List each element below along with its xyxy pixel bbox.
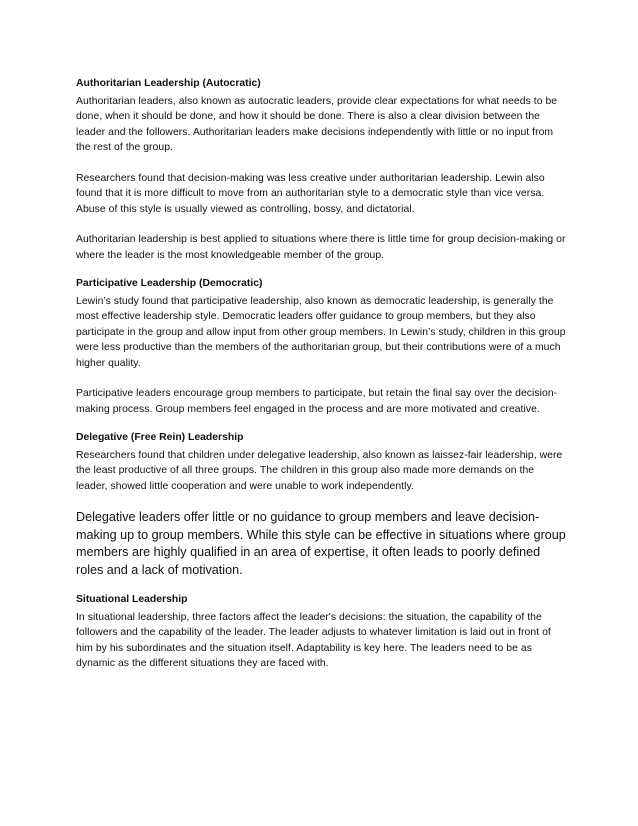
paragraph: Participative leaders encourage group members to participate, but retain the final say over the decision-making process. Group members feel engaged in the process and are more motivated and creative.: [76, 388, 558, 415]
section-heading: Authoritarian Leadership (Autocratic): [76, 78, 261, 89]
paragraph: Researchers found that children under delegative leadership, also known as laissez-fair leadership, were the least productive of all three groups. The children in this group also made more demands on the leader, showed little cooperation and were unable to work independently.: [76, 449, 563, 492]
section-heading: Delegative (Free Rein) Leadership: [76, 432, 244, 443]
paragraph: Authoritarian leaders, also known as autocratic leaders, provide clear expectations for what needs to be done, when it should be done, and how it should be done. There is also a clear division between the leader and the followers. Authoritarian leaders make decisions independently with little or no input from the rest of the group.: [76, 95, 558, 153]
section-situational: [76, 592, 566, 672]
section-participative: [76, 276, 566, 417]
section-delegative: [76, 430, 566, 579]
section-authoritarian: [76, 76, 566, 263]
paragraph-large: Delegative leaders offer little or no guidance to group members and leave decision-making up to group members. While this style can be effective in situations where group members are highly qualified in an area of expertise, it often leads to poorly defined roles and a lack of motivation.: [76, 510, 566, 577]
paragraph: Lewin’s study found that participative leadership, also known as democratic leadership, is generally the most effective leadership style. Democratic leaders offer guidance to group members, but they also participate in the group and allow input from other group members. In Lewin’s study, children in this group were less productive than the members of the authoritarian group, but their contributions were of a much higher quality.: [76, 295, 566, 369]
paragraph: Researchers found that decision-making was less creative under authoritarian leadership. Lewin also found that it is more difficult to move from an authoritarian style to a democratic style than vice versa. Abuse of this style is usually viewed as controlling, bossy, and dictatorial.: [76, 172, 545, 215]
section-heading: Situational Leadership: [76, 594, 188, 605]
paragraph: Authoritarian leadership is best applied to situations where there is little time for group decision-making or where the leader is the most knowledgeable member of the group.: [76, 234, 566, 261]
section-heading: Participative Leadership (Democratic): [76, 278, 263, 289]
paragraph: In situational leadership, three factors affect the leader's decisions: the situation, the capability of the followers and the capability of the leader. The leader adjusts to whatever limitation is laid out in front of him by his subordinates and the situation itself. Adaptability is key here. The leaders need to be as dynamic as the different situations they are faced with.: [76, 611, 551, 669]
